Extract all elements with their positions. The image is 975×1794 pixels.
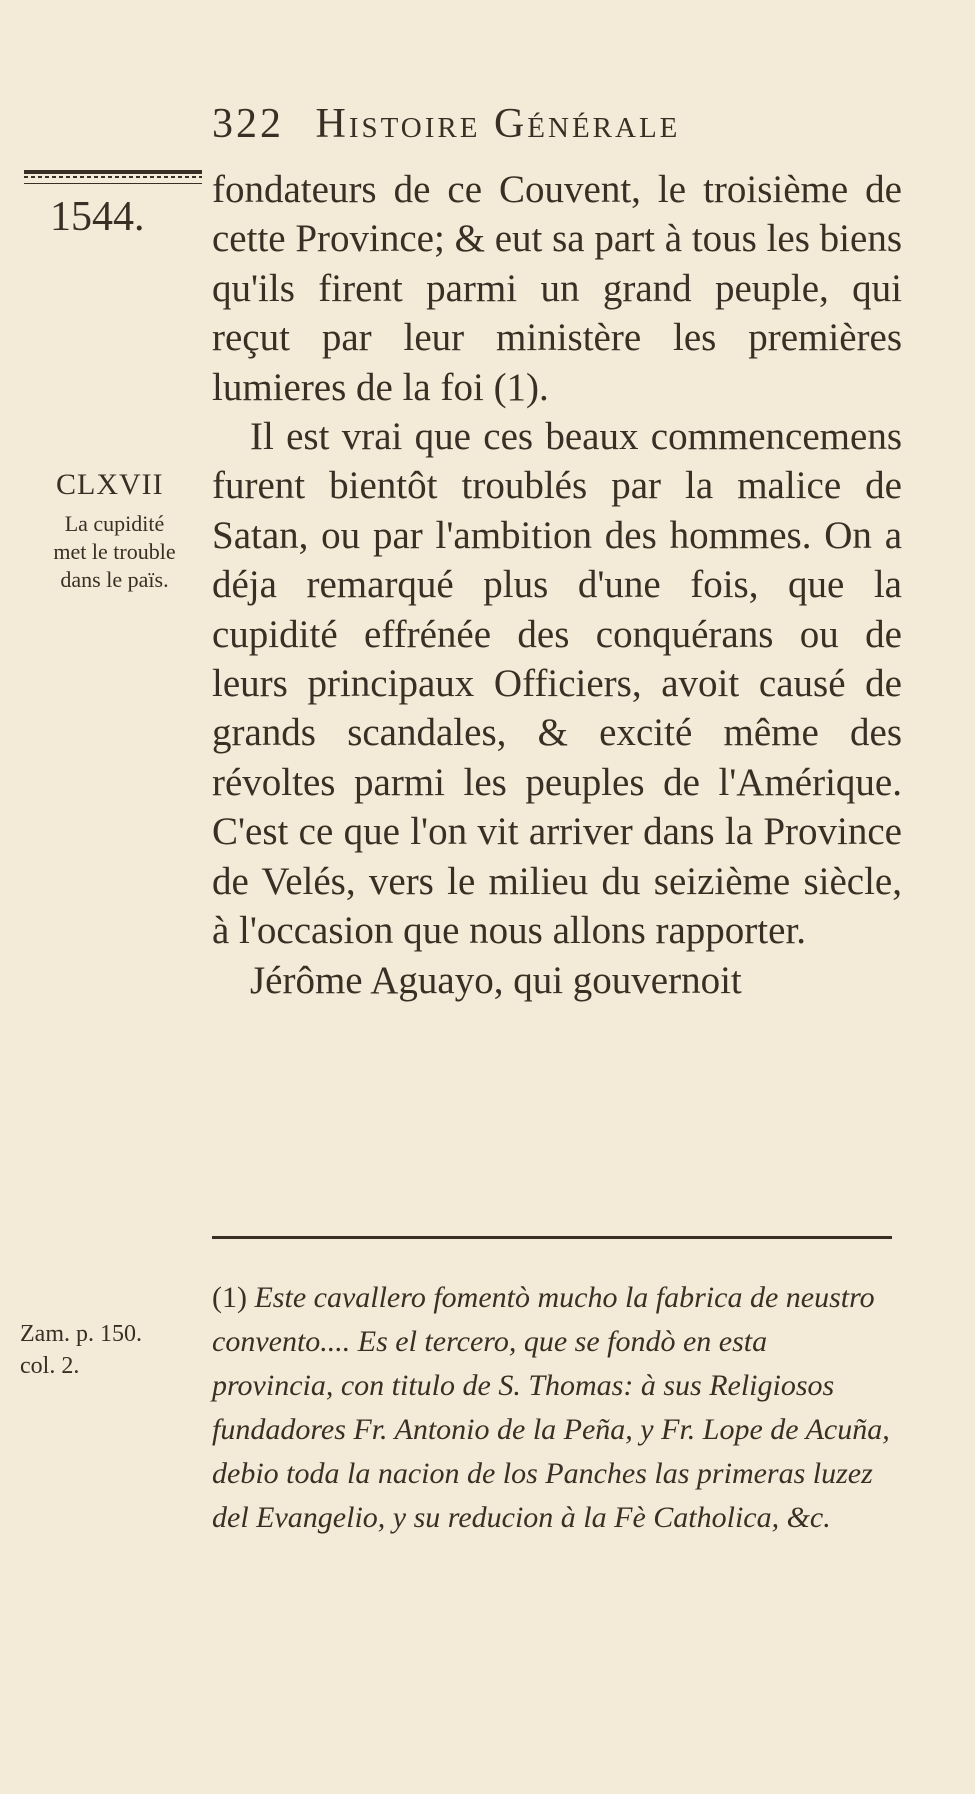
- reference-line: col. 2.: [20, 1353, 80, 1379]
- footnote-marker: (1): [212, 1281, 247, 1314]
- running-title: Histoire Générale: [315, 101, 681, 147]
- main-text: [212, 165, 902, 1005]
- margin-section-number: CLXVII: [56, 468, 164, 501]
- reference-line: Zam. p. 150.: [20, 1321, 142, 1347]
- paragraph: Il est vrai que ces beaux commencemens furent bientôt troublés par la malice de Satan, ou par l'ambition des hommes. On a déja remarqué plus d'une fois, que la cupidité effrénée des conquérans ou de leurs principaux Officiers, avoit causé de grands scandales, & excité même des révoltes parmi les peuples de l'Amérique. C'est ce que l'on vit arriver dans la Province de Velés, vers le milieu du seizième siècle, à l'occasion que nous allons rapporter.: [212, 415, 902, 953]
- paragraph: Jérôme Aguayo, qui gouvernoit: [250, 958, 742, 1002]
- margin-reference: [20, 1318, 210, 1382]
- footnote-text: Este cavallero fomentò mucho la fabrica de neustro convento.... Es el tercero, que se fondò en esta provincia, con titulo de S. Thomas: à sus Religiosos fundadores Fr. Antonio de la Peña, y Fr. Lope de Acuña, debio toda la nacion de los Panches las primeras luzez del Evangelio, y su reducion à la Fè Catholica, &c.: [212, 1281, 890, 1534]
- side-note-line: dans le païs.: [60, 567, 169, 592]
- side-note-line: La cupidité: [64, 511, 165, 536]
- margin-side-note: [22, 510, 207, 594]
- footnote-separator: [212, 1236, 892, 1239]
- side-note-line: met le trouble: [53, 539, 176, 564]
- running-header: [212, 100, 892, 156]
- footnote: [212, 1276, 892, 1540]
- paragraph-continuation: fondateurs de ce Couvent, le troisième de cette Province; & eut sa part à tous les biens qu'ils firent parmi un grand peuple, qui reçut par leur ministère les premières lumieres de la foi (1).: [212, 168, 902, 409]
- page-number: 322: [212, 101, 284, 147]
- margin-year: 1544.: [50, 194, 145, 240]
- header-ornament-rule: [24, 170, 202, 184]
